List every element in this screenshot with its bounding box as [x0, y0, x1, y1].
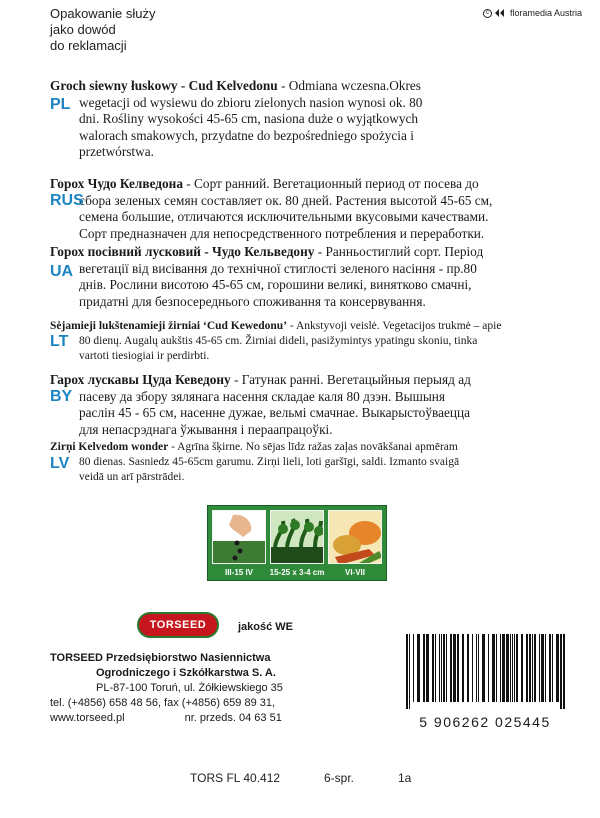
- barcode-bar: [541, 634, 544, 702]
- lang-title-ua: Горох посівний лусковий - Чудо Кельведону: [50, 244, 315, 259]
- barcode-bar: [472, 634, 473, 702]
- barcode: [400, 634, 570, 730]
- lang-text: 80 dienas. Sasniedz 45-65cm garumu. Zirņi lieli, loti garšīgi, saldi. Izmanto svaigā: [79, 456, 460, 468]
- copyright-icon: c: [483, 9, 492, 18]
- lang-text: Сорт предназначен для непосредственного потребления и переработки.: [79, 225, 485, 241]
- company-phone: tel. (+4856) 658 48 56, fax (+4856) 659 89 31,: [50, 697, 276, 709]
- barcode-bar: [478, 634, 479, 702]
- barcode-bar: [502, 634, 505, 702]
- barcode-bar: [457, 634, 459, 702]
- lang-code-lt: LT: [50, 333, 69, 350]
- lang-text: dni. Rośliny wysokości 45-65 cm, nasiona duże o wyjątkowych: [79, 111, 419, 126]
- floramedia-logo-icon: [495, 9, 507, 17]
- barcode-bar: [529, 634, 531, 702]
- lang-section-by: [50, 372, 558, 438]
- barcode-bar: [446, 634, 447, 702]
- barcode-bar: [556, 634, 559, 702]
- lang-text: - Odmiana wczesna.Okres: [277, 78, 421, 93]
- barcode-bar: [506, 634, 509, 702]
- barcode-bar: [545, 634, 546, 702]
- lang-text: veidā un arī pārstrādei.: [79, 471, 185, 483]
- complaint-note-line: Opakowanie służy: [50, 6, 156, 21]
- lang-code-pl: PL: [50, 96, 71, 113]
- company-info: [50, 651, 283, 726]
- barcode-bar: [500, 634, 501, 702]
- lang-text: раслін 45 - 65 см, насенне дужае, вельмі смачнае. Выкарыстоўваецца: [79, 405, 471, 420]
- company-name-2: Ogrodniczego i Szkółkarstwa S. A.: [96, 667, 276, 679]
- barcode-bar: [467, 634, 469, 702]
- barcode-bar: [413, 634, 414, 702]
- quality-label: jakość WE: [238, 621, 294, 633]
- lang-text: пасеву да збору зялянага насення складае каля 80 дзэн. Вышыня: [79, 388, 445, 404]
- lang-text: - Ankstyvoji veislė. Vegetacijos trukmė – apie: [287, 320, 502, 332]
- lang-section-ua: [50, 244, 558, 310]
- barcode-bar: [510, 634, 511, 702]
- barcode-bar: [482, 634, 485, 702]
- lang-text: днів. Рослини висотою 45-65 см, горошини великі, винятково смачні,: [79, 277, 472, 292]
- barcode-bar: [453, 634, 456, 702]
- barcode-bar: [496, 634, 497, 702]
- company-name: TORSEED Przedsiębiorstwo Nasiennictwa: [50, 652, 271, 664]
- lang-text: - Ранньостиглий сорт. Період: [314, 244, 484, 259]
- barcode-bar: [549, 634, 551, 702]
- lang-text: вегетації від висівання до технічної стиглості зеленого насіння - пр.80: [79, 260, 477, 276]
- lang-title-pl: Groch siewny łuskowy - Cud Kelvedonu: [50, 78, 278, 93]
- stage-label: III-15 IV: [224, 568, 253, 577]
- barcode-bar: [409, 634, 410, 709]
- complaint-note-line: jako dowód: [50, 22, 116, 37]
- lang-text: 80 dienų. Augalų aukštis 45-65 cm. Žirniai dideli, pasižymintys ypatingu skoniu, tinka: [79, 335, 478, 347]
- stage-label: VI-VII: [344, 568, 365, 577]
- lang-code-by: BY: [50, 388, 73, 405]
- lang-section-rus: [50, 176, 558, 242]
- lang-section-lv: [50, 440, 558, 485]
- lang-text: wegetacji od wysiewu do zbioru zielonych nasion wynosi ok. 80: [79, 94, 423, 110]
- stage-label: 15-25 x 3-4 cm: [269, 568, 325, 577]
- lang-code-lv: LV: [50, 455, 70, 472]
- barcode-bar: [552, 634, 553, 702]
- copyright-text: floramedia Austria: [509, 8, 582, 18]
- barcode-bar: [476, 634, 477, 702]
- lang-text: przetwórstwa.: [79, 144, 154, 159]
- lang-title-lt: Sėjamieji lukštenamieji žirniai ‘Cud Kewedonu’: [50, 320, 288, 332]
- barcode-bar: [423, 634, 425, 702]
- company-reg-number: nr. przeds. 04 63 51: [184, 712, 282, 724]
- barcode-bar: [526, 634, 528, 702]
- lang-text: придатні для безпосереднього споживання та консервування.: [79, 293, 426, 309]
- lang-text: - Гатунак ранні. Вегетацыйныя перыяд ад: [230, 372, 471, 387]
- barcode-bar: [441, 634, 442, 702]
- barcode-bar: [521, 634, 523, 702]
- barcode-bar: [432, 634, 434, 702]
- sowing-hand-icon: [212, 510, 266, 564]
- barcode-bar: [512, 634, 513, 702]
- lang-code-rus: RUS: [50, 192, 84, 209]
- barcode-bar: [514, 634, 515, 702]
- lang-section-pl: [50, 78, 558, 161]
- torseed-logo: [137, 612, 219, 638]
- seedlings-row-icon: [270, 510, 324, 564]
- lang-text: для непасрэднага ўжывання і пераапрацоўкі.: [79, 421, 333, 437]
- lang-text: walorach smakowych, przydatne do bezpośredniego spożycia i: [79, 127, 414, 143]
- product-code: TORS FL 40.412: [190, 771, 281, 785]
- barcode-bar: [560, 634, 562, 709]
- barcode-bar: [443, 634, 445, 702]
- complaint-note: [50, 6, 156, 54]
- spr-label: 6-spr.: [324, 771, 355, 785]
- barcode-bars: [400, 634, 570, 709]
- lang-text: - Agrīna šķirne. No sējas līdz ražas zaļas novākšanai apmēram: [168, 441, 458, 453]
- logo-text: TORSEED: [149, 619, 207, 631]
- barcode-bar: [462, 634, 464, 702]
- barcode-digits: 5 906262 025445: [419, 714, 551, 730]
- copyright-notice: [483, 8, 582, 18]
- barcode-bar: [406, 634, 408, 709]
- growing-stages-panel: [207, 505, 387, 581]
- lang-code-ua: UA: [50, 263, 74, 280]
- barcode-bar: [417, 634, 420, 702]
- barcode-bar: [539, 634, 540, 702]
- barcode-bar: [450, 634, 452, 702]
- lang-text: семена большие, отличаются исключительными вкусовыми качествами.: [79, 209, 489, 224]
- barcode-bar: [492, 634, 495, 702]
- barcode-bar: [426, 634, 429, 702]
- harvest-vegetables-icon: [328, 510, 382, 564]
- lang-text: vartoti tiesiogiai ir perdirbti.: [79, 350, 210, 362]
- barcode-bar: [488, 634, 489, 702]
- lang-title-rus: Горох Чудо Келведона: [50, 176, 183, 191]
- lang-section-lt: [50, 319, 558, 364]
- barcode-bar: [563, 634, 565, 709]
- barcode-bar: [439, 634, 440, 702]
- barcode-bar: [516, 634, 518, 702]
- version-label: 1a: [398, 771, 412, 785]
- barcode-bar: [534, 634, 536, 702]
- lang-title-by: Гарох лускавы Цуда Кеведону: [50, 372, 231, 387]
- barcode-bar: [532, 634, 533, 702]
- company-website: www.torseed.pl: [50, 712, 125, 724]
- lang-text: - Сорт ранний. Вегетационный период от посева до: [182, 176, 479, 191]
- lang-title-lv: Zirņi Kelvedom wonder: [50, 441, 169, 453]
- company-address: PL-87-100 Toruń, ul. Żółkiewskiego 35: [96, 682, 283, 694]
- barcode-bar: [435, 634, 436, 702]
- complaint-note-line: do reklamacji: [50, 38, 127, 53]
- lang-text: сбора зеленых семян составляет ок. 80 дней. Растения высотой 45-65 см,: [79, 192, 493, 208]
